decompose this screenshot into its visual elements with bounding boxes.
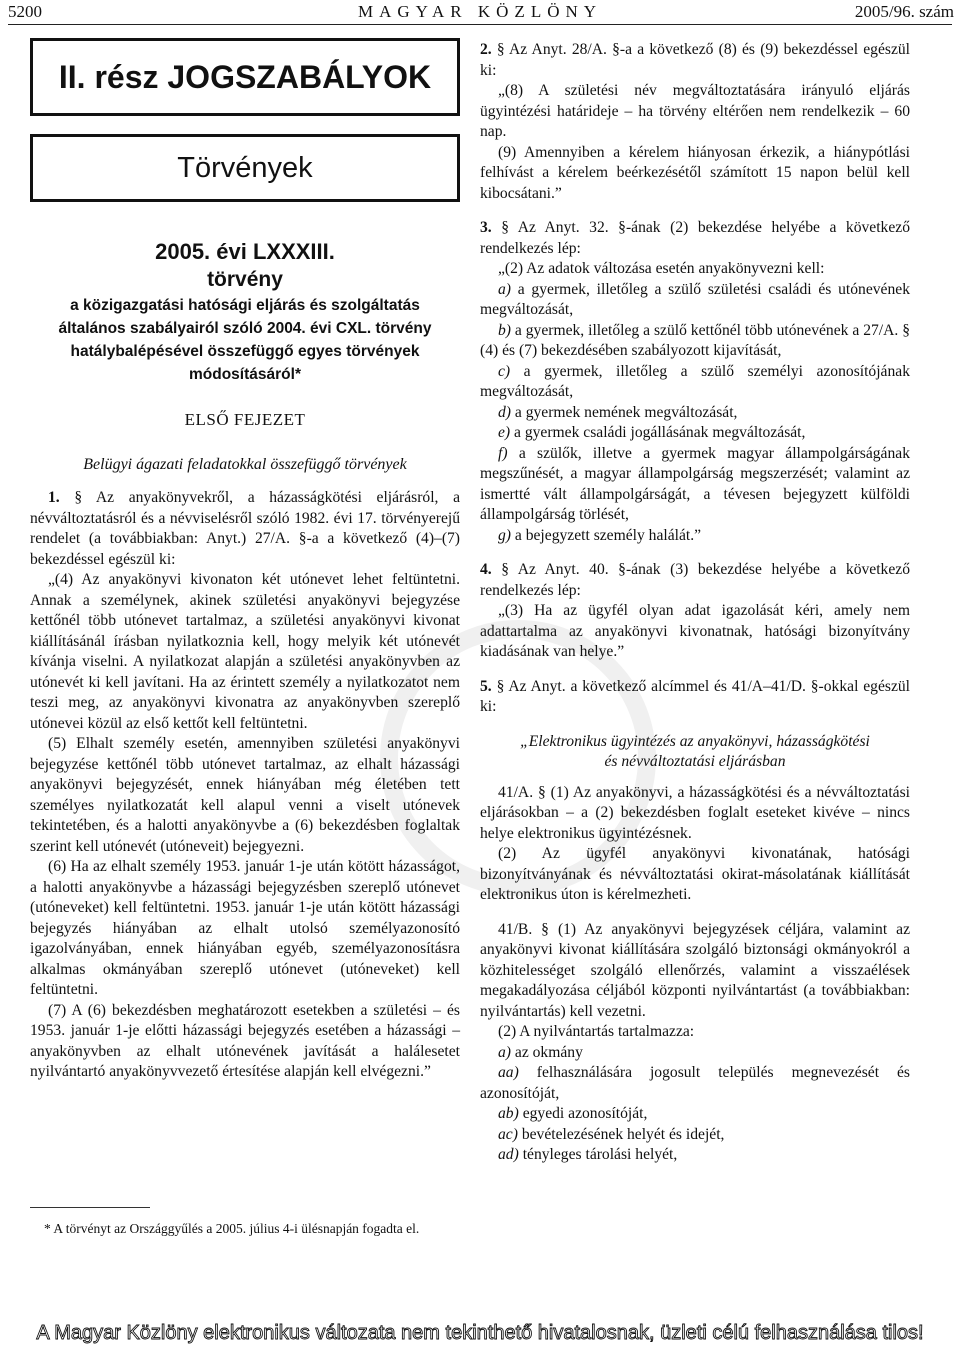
item-text: a gyermek nemének megváltozását, — [511, 403, 738, 421]
law-number: 2005. évi LXXXIII. — [155, 239, 335, 264]
page-header — [0, 0, 960, 26]
item-letter: a) — [498, 280, 511, 298]
subsection-5: (5) Elhalt személy esetén, amennyiben születési anyakönyvi bejegyzése kettőnél több utónevet tartalmaz, az elhalt házassági anyakönyvi bejegyzését, ennek hiányában még életében tett személyes nyilatkozatát kell alapul venni a viselt utónevek tekintetében, és a halotti anyakönyvbe a (6) bekezdésben foglaltak szerint kell utónevét (utóneveit) bejegyezni. — [30, 735, 460, 855]
section-41b-2: (2) A nyilvántartás tartalmazza: — [498, 1023, 695, 1040]
disclaimer-banner: A Magyar Közlöny elektronikus változata nem tekinthető hivatalosnak, üzleti célú felhasználása tilos! — [36, 1322, 924, 1344]
paragraph-number: 5. — [480, 677, 492, 695]
item-text: a szülők, illetve a gyermek magyar állampolgárságának megszűnését, a magyar állampolgárság megszerzését; valamint az ismertté vált állampolgárságát, a tévesen bejegyzett külföldi állampolgárság törlését, — [480, 444, 910, 523]
chapter-heading: ELSŐ FEJEZET — [184, 410, 306, 429]
list-item — [480, 444, 910, 526]
section-title-box — [30, 134, 460, 202]
item-letter: ad) — [498, 1146, 519, 1163]
list-item — [480, 1104, 910, 1125]
item-text: az okmány — [511, 1043, 583, 1061]
item-letter: d) — [498, 403, 511, 421]
subsection-9: (9) Amennyiben a kérelem hiányosan érkezik, a hiánypótlási felhívást a kérelem beérkezésétől számított 15 napon belül kell kibocsátani.” — [480, 143, 910, 202]
chapter-subtitle: Belügyi ágazati feladatokkal összefüggő törvények — [83, 456, 407, 473]
paragraph-5 — [480, 677, 910, 718]
item-text: bevételezésének helyét és idejét, — [517, 1125, 725, 1143]
section-41b-1: 41/B. § (1) Az anyakönyvi bejegyzések céljára, valamint az anyakönyvi kivonat kiállítására szolgáló biztonsági okmányokról a közhitelességet szolgáló ellenőrzés, valamint a visszaélések megakadályozása céljából központi nyilvántartást (a továbbiakban: nyilvántartás) kell vezetni. — [480, 920, 910, 1020]
paragraph-1 — [30, 488, 460, 570]
list-item — [480, 423, 910, 444]
list-item — [480, 526, 910, 547]
subsection-7: (7) A (6) bekezdésben meghatározott esetekben a születési – és 1953. január 1-je előtti házassági bejegyzés esetében a házassági – anyakönyvben az elhalt utónevének javítását a halálesetet nyilvántartó anyakönyvvezető értesítése alapján kell elvégezni.” — [30, 1001, 460, 1080]
left-body — [30, 488, 460, 1083]
law-subject-line: a közigazgatási hatósági eljárás és szolgáltatás — [70, 297, 420, 314]
item-text: a bejegyzett személy halálát.” — [511, 526, 702, 544]
subtitle-heading — [480, 732, 910, 773]
paragraph-number: 4. — [480, 561, 492, 578]
subsection-8: „(8) A születési név megváltoztatására irányuló eljárás ügyintézési határideje – ha törvény eltérően nem rendelkezik – 60 nap. — [480, 82, 910, 140]
section-41a-2: (2) Az ügyfél anyakönyvi kivonatának, hatósági bizonyítványának és névváltoztatási okirat-másolatának kiállítását elektronikus úton is kérelmezheti. — [480, 845, 910, 903]
header-rule — [8, 24, 952, 25]
item-letter: a) — [498, 1043, 511, 1061]
section-title: Törvények — [177, 151, 313, 184]
law-word: törvény — [207, 268, 283, 291]
item-letter: b) — [498, 321, 511, 339]
issue-number: 2005/96. szám — [854, 2, 954, 21]
paragraph-number: 3. — [480, 219, 492, 236]
journal-title: MAGYAR KÖZLÖNY — [357, 2, 603, 21]
list-item — [480, 403, 910, 424]
subsection-3: „(3) Ha az ügyfél olyan adat igazolását kéri, amely nem adattartalma az anyakönyvi kivonatnak, hatósági bizonyítvány kiadásának van helye.” — [480, 602, 910, 660]
item-text: a gyermek, illetőleg a szülő születési családi és utónevének megváltozását, — [480, 280, 910, 318]
item-letter: f) — [498, 444, 508, 462]
footnote-rule — [30, 1207, 150, 1208]
right-column — [480, 40, 910, 1166]
page-number: 5200 — [8, 2, 42, 21]
paragraph-4 — [480, 560, 910, 601]
item-text: tényleges tárolási helyét, — [518, 1146, 678, 1163]
list-item — [480, 280, 910, 321]
law-subject-line: általános szabályairól szóló 2004. évi CXL. törvény — [58, 320, 432, 337]
paragraph-text: § Az anyakönyvekről, a házasságkötési eljárásról, a névváltoztatásról és a névviselésről szóló 1982. évi 17. törvényerejű rendelet (a továbbiakban: Anyt.) 27/A. §-a a következő (4)–(7) bekezdéssel egészül ki: — [30, 489, 460, 568]
item-text: egyedi azonosítóját, — [518, 1105, 648, 1122]
subtitle-line: és névváltoztatási eljárásban — [604, 753, 786, 770]
item-text: a gyermek, illetőleg a szülő személyi azonosítójának megváltozását, — [480, 362, 910, 400]
law-subject-line: módosításáról* — [189, 366, 301, 383]
item-letter: e) — [498, 424, 511, 441]
part-title: II. rész JOGSZABÁLYOK — [58, 58, 432, 95]
part-title-box — [30, 38, 460, 116]
law-subject-line: hatálybalépésével összefüggő egyes törvények — [70, 343, 420, 360]
paragraph-3 — [480, 218, 910, 259]
paragraph-text: § Az Anyt. a következő alcímmel és 41/A–41/D. §-okkal egészül ki: — [480, 677, 911, 715]
list-item — [480, 362, 910, 403]
item-letter: c) — [498, 362, 511, 380]
paragraph-text: § Az Anyt. 32. §-ának (2) bekezdése helyébe a következő rendelkezés lép: — [480, 219, 910, 257]
subsection-4: „(4) Az anyakönyvi kivonaton két utónevet lehet feltüntetni. Annak a személynek, akinek születési anyakönyvi bejegyzése kettőnél több utónevet tartalmaz, a születési anyakönyvi kivonat kiállításánál írásban nyilatkoznia kell, hogy melyik két utónevét kívánja viselni. A nyilatkozat alapján a születési anyakönyvben az utónevét ki kell javítani. Ha az érintett személy a nyilatkozatot nem teszi meg, az anyakönyvi kivonatra az anyakönyvben szereplő utónevei közül az első kettőt kell feltüntetni. — [30, 571, 460, 732]
paragraph-number: 2. — [480, 41, 492, 58]
item-text: a gyermek, illetőleg a szülő kettőnél több utónevének a 27/A. § (4) és (7) bekezdésében szabályozott kijavítását, — [480, 321, 910, 359]
item-letter: ab) — [498, 1105, 519, 1122]
left-column — [30, 38, 460, 1083]
item-text: felhasználására jogosult település megnevezését és azonosítóját, — [480, 1064, 910, 1102]
paragraph-text: § Az Anyt. 28/A. §-a a következő (8) és (9) bekezdéssel egészül ki: — [480, 41, 910, 79]
paragraph-2 — [480, 40, 910, 81]
list-item — [480, 321, 910, 362]
item-text: a gyermek családi jogállásának megváltozását, — [510, 424, 806, 441]
subsection-6: (6) Ha az elhalt személy 1953. január 1-je után kötött házasságot, a halotti anyakönyvbe a házassági bejegyzésben szereplő utónevet (utóneveket) kell feltüntetni. 1953. január 1-je után kötött házassági bejegyzés hiányában az elhalt utolsó személyazonosító igazolványában, ennek hiányában egyéb, személyazonosításra alkalmas okmányában szereplő utónevet (utóneveket) kell feltüntetni. — [30, 858, 460, 998]
list-item — [480, 1043, 910, 1064]
list-item — [480, 1125, 910, 1146]
footnote: * A törvényt az Országgyűlés a 2005. július 4-i ülésnapján fogadta el. — [44, 1221, 420, 1236]
paragraph-number: 1. — [48, 489, 60, 506]
paragraph-text: § Az Anyt. 40. §-ának (3) bekezdése helyébe a következő rendelkezés lép: — [480, 561, 910, 599]
law-title — [30, 238, 460, 386]
list-item — [480, 1145, 910, 1166]
subsection-2: „(2) Az adatok változása esetén anyakönyvezni kell: — [498, 260, 825, 277]
list-item — [480, 1063, 910, 1104]
item-letter: aa) — [498, 1064, 519, 1081]
subtitle-line: „Elektronikus ügyintézés az anyakönyvi, házasságkötési — [520, 732, 870, 750]
item-letter: ac) — [498, 1125, 518, 1143]
section-41a-1: 41/A. § (1) Az anyakönyvi, a házasságkötési és a névváltoztatási eljárásokban – a (2) bekezdésben foglalt eseteket kivéve – nincs helye elektronikus ügyintézésnek. — [480, 783, 910, 842]
item-letter: g) — [498, 526, 511, 544]
